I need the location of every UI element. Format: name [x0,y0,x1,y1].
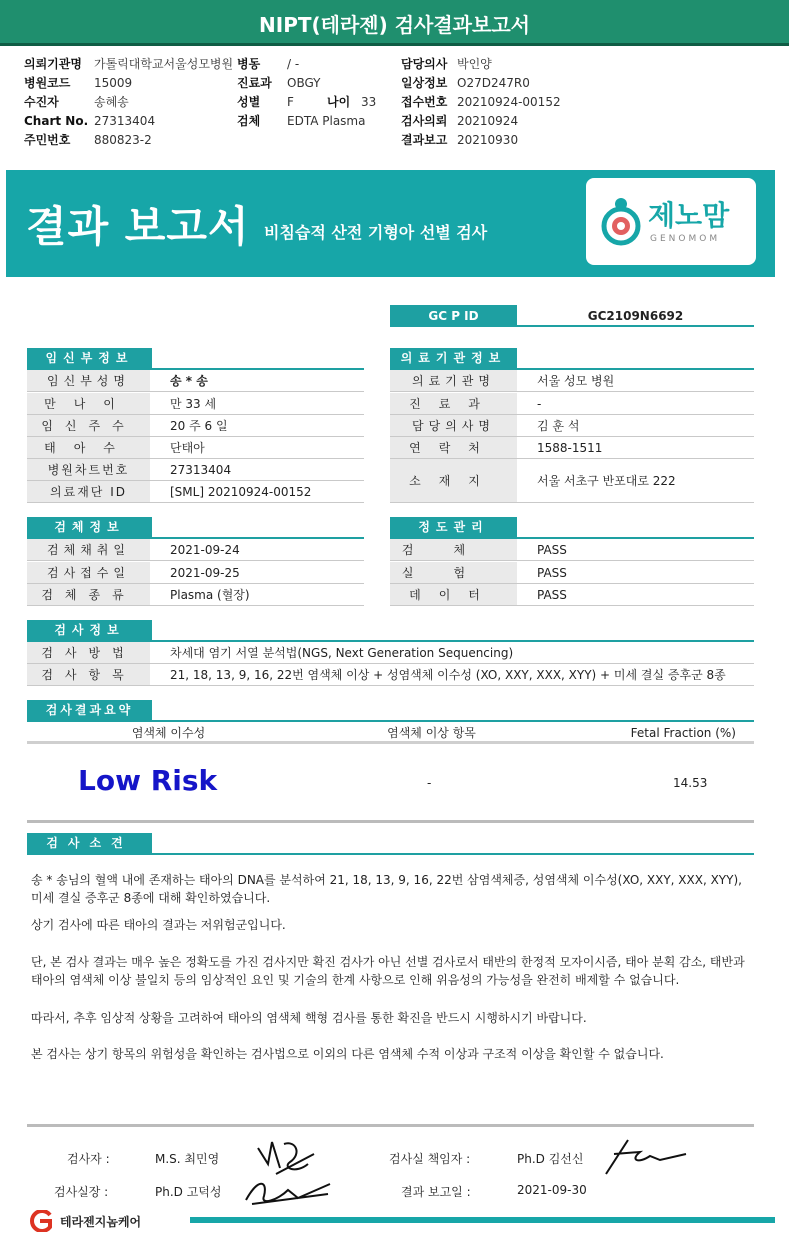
row-label: 검사방법 [27,642,150,663]
value: 박인양 [457,57,492,71]
value: 송혜송 [94,95,129,109]
value: 15009 [94,76,133,90]
row-value: 서울 서초구 반포대로 222 [537,474,676,488]
row-label: 검사항목 [27,664,150,685]
genomom-logo [586,178,756,265]
value: / - [287,57,300,71]
row-label: 검체종류 [27,584,150,605]
findings-paragraph: 본 검사는 상기 항목의 위험성을 확인하는 검사법으로 이외의 다른 염색체 수적 이상과 구조적 이상을 확인할 수 없습니다. [31,1047,664,1061]
value: F [287,95,294,109]
logo-english-text: GENOMOM [650,234,721,244]
row-label: 태아수 [27,437,150,458]
row-label: 만나이 [27,393,150,414]
row-value: PASS [537,566,567,580]
row-value: 2021-09-25 [170,566,240,580]
table-row [390,437,754,459]
label: 수진자 [24,95,59,109]
row-value: 20 주 6 일 [170,419,228,433]
company-name: 테라젠지놈케어 [60,1214,142,1229]
row-value: - [537,397,542,411]
section-institution-info: 의료기관정보 [390,348,517,368]
row-value: 2021-09-24 [170,543,240,557]
table-row [27,370,364,392]
col-abnormal-items: 염색체 이상 항목 [387,726,476,740]
result-low-risk: Low Risk [78,764,218,797]
row-value: 1588-1511 [537,441,603,455]
row-value: 서울 성모 병원 [537,374,615,388]
age-label: 나이 [327,95,351,109]
table-row [27,393,364,415]
header-info-left [24,55,233,150]
row-value: 만 33 세 [170,397,217,411]
value: O27D247R0 [457,76,530,90]
findings-paragraph: 송 * 송님의 혈액 내에 존재하는 태아의 DNA를 분석하여 21, 18, 13, 9, 16, 22번 삼염색체증, 성염색체 이수성(XO, XXY, XXX, XYY), 미세 결실 증후군 8종에 대해 확인하였습니다. [31,873,742,905]
chief-signature [600,1134,690,1180]
label: 진료과 [237,76,272,90]
table-row [390,459,754,503]
table-row [390,370,754,392]
report-date-label: 결과 보고일 : [401,1185,471,1199]
label: 일상정보 [401,76,448,90]
row-label: 소재지 [390,459,517,502]
report-date-value: 2021-09-30 [517,1183,587,1197]
header-info-right [401,55,561,150]
banner-subtitle: 비침습적 산전 기형아 선별 검사 [264,223,488,242]
row-label: 담당의사명 [390,415,517,436]
section-pregnant-info: 임신부정보 [27,348,152,368]
summary-header [27,722,754,744]
gcp-id-row [390,305,754,327]
table-row [27,642,754,664]
header-info-mid [237,55,376,131]
label: Chart No. [24,114,89,128]
row-value: PASS [537,543,567,557]
row-label: 검체 [390,539,517,560]
tester-name: M.S. 최민영 [155,1152,220,1166]
fetal-fraction-value: 14.53 [673,776,708,790]
findings-paragraph: 상기 검사에 따른 태아의 결과는 저위험군입니다. [31,918,286,932]
value: 20210924 [457,114,519,128]
row-value: 21, 18, 13, 9, 16, 22번 염색체 이상 + 성염색체 이수성 (XO, XXY, XXX, XYY) + 미세 결실 증후군 8종 [170,668,726,682]
section-summary: 검사결과요약 [27,700,152,720]
table-row [27,664,754,686]
gcp-id-value: GC2109N6692 [587,309,684,323]
gcp-id-label: GC P ID [390,305,517,325]
table-row [27,415,364,437]
table-row [27,437,364,459]
logo-korean-text: 제노맘 [648,199,730,232]
value: 880823-2 [94,133,152,147]
director-name: Ph.D 고덕성 [155,1185,222,1199]
report-title: NIPT(테라젠) 검사결과보고서 [0,0,789,46]
row-label: 의료재단 ID [27,481,150,502]
age-value: 33 [361,95,377,109]
value: 27313404 [94,114,156,128]
label: 담당의사 [401,57,448,71]
row-label: 검체채취일 [27,539,150,560]
table-row [27,584,364,606]
table-row [390,584,754,606]
label: 접수번호 [401,95,448,109]
label: 주민번호 [24,133,71,147]
section-line [27,853,754,855]
row-value: 27313404 [170,463,232,477]
section-test-info: 검사정보 [27,620,152,640]
company-logo-icon [22,1210,56,1232]
label: 병동 [237,57,261,71]
table-row [390,539,754,561]
abnormal-items-value: - [427,776,432,790]
row-value: 차세대 염기 서열 분석법(NGS, Next Generation Sequencing) [170,646,514,660]
label: 검체 [237,114,261,128]
section-specimen-info: 검체정보 [27,517,152,537]
col-fetal-fraction: Fetal Fraction (%) [630,726,736,740]
table-row [27,459,364,481]
banner-title: 결과 보고서 [26,202,250,251]
row-label: 병원차트번호 [27,459,150,480]
value: EDTA Plasma [287,114,366,128]
divider [27,820,754,823]
director-label: 검사실장 : [54,1185,109,1199]
row-label: 실험 [390,562,517,583]
company-logo [22,1210,141,1232]
row-value: 김 훈 석 [537,419,580,433]
table-row [27,562,364,584]
table-row [27,481,364,503]
label: 성별 [237,95,261,109]
row-label: 연락처 [390,437,517,458]
col-aneuploidy: 염색체 이수성 [131,726,206,740]
footer-bar [190,1217,775,1223]
row-value: Plasma (혈장) [170,588,250,602]
section-findings: 검사소견 [27,833,152,853]
director-signature [238,1170,334,1210]
value: 20210930 [457,133,519,147]
value: 가톨릭대학교서울성모병원 [94,57,234,71]
row-label: 임신주수 [27,415,150,436]
row-label: 의료기관명 [390,370,517,391]
section-qc: 정도관리 [390,517,517,537]
row-label: 임신부성명 [27,370,150,391]
row-value: [SML] 20210924-00152 [170,485,312,499]
table-row [390,415,754,437]
findings-paragraph: 단, 본 검사 결과는 매우 높은 정확도를 가진 검사지만 확진 검사가 아닌 선별 검사로서 태반의 한정적 모자이시즘, 태아 분획 감소, 태반과 태아의 염색체 이상 불일치 등의 임상적인 요인 및 기술의 한계 사항으로 인해 위음성의 가능성을 완전히 배제할 수 없습니다. [31,955,745,987]
value: 20210924-00152 [457,95,561,109]
row-label: 검사접수일 [27,562,150,583]
row-value: 송 * 송 [170,374,208,388]
label: 결과보고 [401,133,448,147]
chief-name: Ph.D 김선신 [517,1152,584,1166]
label: 병원코드 [24,76,71,90]
table-row [390,562,754,584]
row-label: 데이터 [390,584,517,605]
row-value: 단태아 [170,441,205,455]
table-row [390,393,754,415]
result-banner [6,170,775,277]
genomom-logo-icon [600,196,642,248]
label: 의뢰기관명 [24,57,82,71]
value: OBGY [287,76,321,90]
divider [27,1124,754,1127]
tester-label: 검사자 : [67,1152,110,1166]
label: 검사의뢰 [401,114,448,128]
row-value: PASS [537,588,567,602]
row-label: 진료과 [390,393,517,414]
chief-label: 검사실 책임자 : [389,1152,471,1166]
findings-paragraph: 따라서, 추후 임상적 상황을 고려하여 태아의 염색체 핵형 검사를 통한 확진을 반드시 시행하시기 바랍니다. [31,1011,587,1025]
table-row [27,539,364,561]
